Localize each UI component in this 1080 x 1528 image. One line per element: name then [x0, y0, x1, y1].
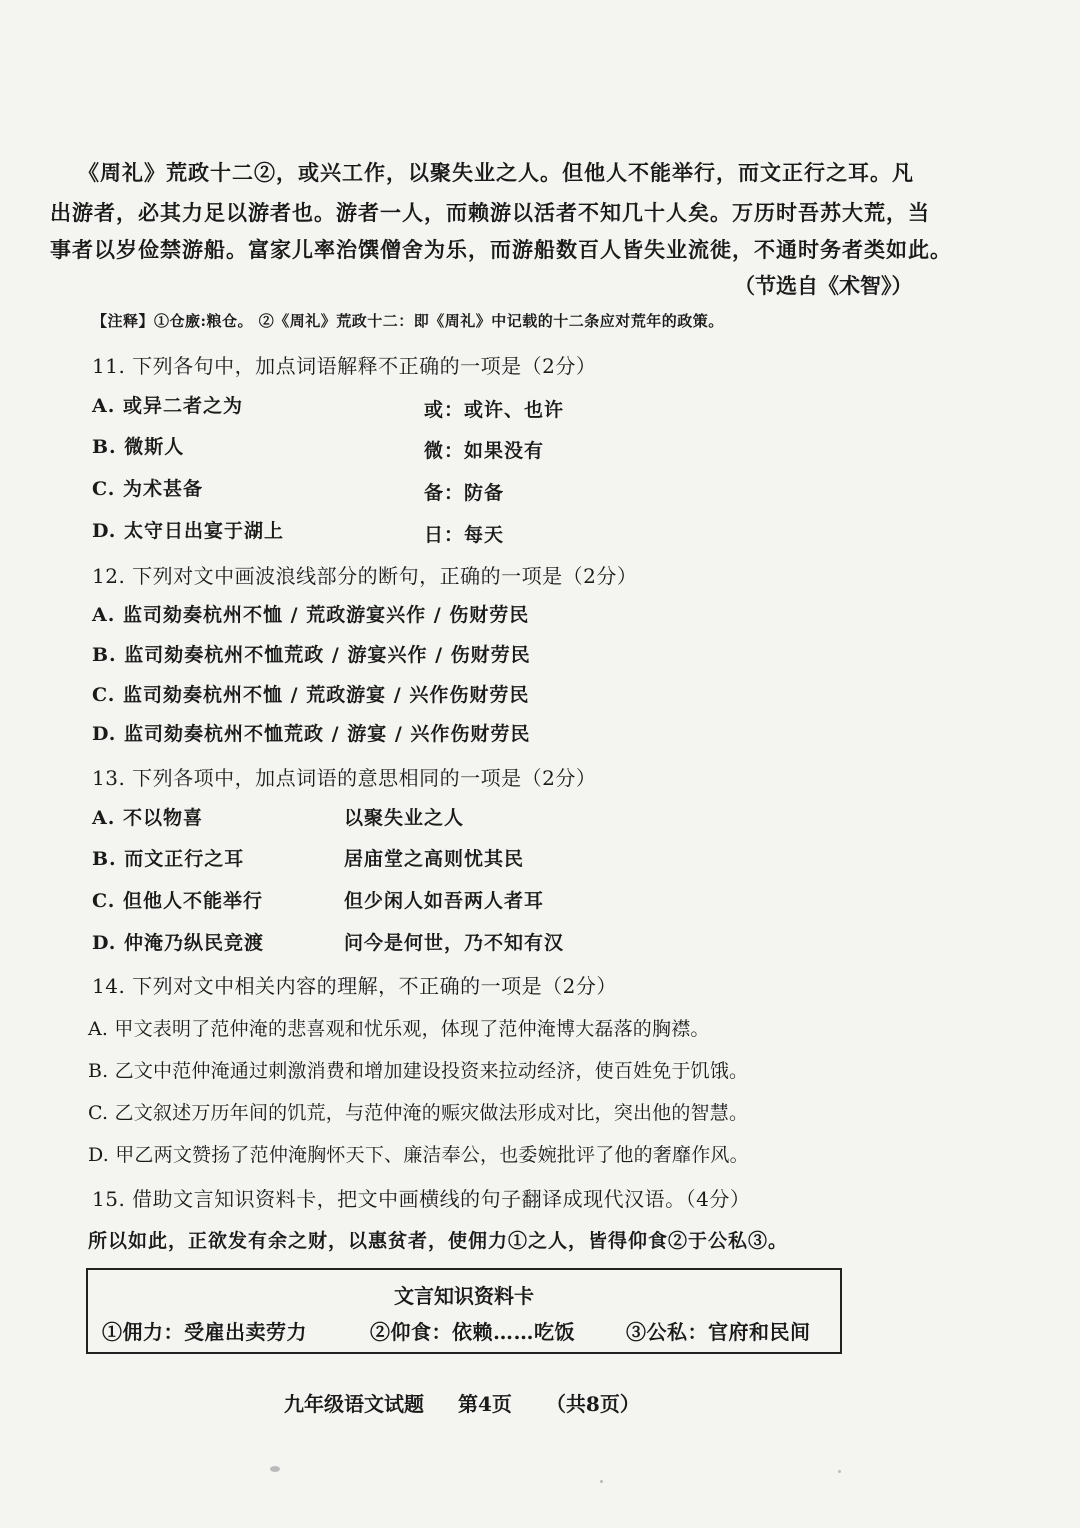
footer-total-pages: （共8页） — [545, 1392, 640, 1416]
q11-option-c-explanation: 备：防备 — [424, 482, 505, 504]
q12-option-c: C. 监司劾奏杭州不恤 / 荒政游宴 / 兴作伤财劳民 — [92, 684, 530, 706]
footer-subject: 九年级语文试题 — [284, 1392, 424, 1416]
scan-speck — [600, 1480, 603, 1483]
q14-option-d: D. 甲乙两文赞扬了范仲淹胸怀天下、廉洁奉公，也委婉批评了他的奢靡作风。 — [88, 1144, 749, 1166]
knowledge-card-item-2: ②仰食：依赖……吃饭 — [370, 1320, 575, 1344]
q11-option-d: D. 太守日出宴于湖上 — [92, 520, 285, 542]
passage-line-1: 《周礼》荒政十二②，或兴工作，以聚失业之人。但他人不能举行，而文正行之耳。凡 — [78, 160, 914, 185]
q13-option-c-right: 但少闲人如吾两人者耳 — [344, 890, 545, 912]
q13-option-c-left: C. 但他人不能举行 — [92, 890, 264, 912]
q12-option-b: B. 监司劾奏杭州不恤荒政 / 游宴兴作 / 伤财劳民 — [92, 644, 531, 666]
q15-sentence: 所以如此，正欲发有余之财，以惠贫者，使佣力①之人，皆得仰食②于公私③。 — [88, 1230, 789, 1252]
q13-option-a-left: A. 不以物喜 — [92, 807, 203, 829]
question-13-stem: 13. 下列各项中，加点词语的意思相同的一项是（2分） — [92, 766, 597, 790]
scan-speck — [838, 1470, 841, 1473]
q14-option-b: B. 乙文中范仲淹通过刺激消费和增加建设投资来拉动经济，使百姓免于饥饿。 — [88, 1060, 749, 1082]
q13-option-b-right: 居庙堂之高则忧其民 — [344, 848, 525, 870]
question-14-stem: 14. 下列对文中相关内容的理解，不正确的一项是（2分） — [92, 974, 617, 998]
q13-option-d-right: 问今是何世，乃不知有汉 — [344, 932, 565, 954]
footnote: 【注释】①仓廒:粮仓。 ②《周礼》荒政十二：即《周礼》中记载的十二条应对荒年的政策。 — [92, 312, 724, 330]
q12-option-d: D. 监司劾奏杭州不恤荒政 / 游宴 / 兴作伤财劳民 — [92, 723, 531, 745]
q11-option-b: B. 微斯人 — [92, 436, 185, 458]
knowledge-card-item-3: ③公私：官府和民间 — [626, 1320, 811, 1344]
knowledge-card-title: 文言知识资料卡 — [394, 1284, 534, 1308]
passage-source: （节选自《术智》） — [734, 273, 913, 298]
passage-line-3: 事者以岁俭禁游船。富家儿率治馔僧舍为乐，而游船数百人皆失业流徙，不通时务者类如此。 — [50, 237, 952, 262]
q14-option-c: C. 乙文叙述万历年间的饥荒，与范仲淹的赈灾做法形成对比，突出他的智慧。 — [88, 1102, 749, 1124]
q13-option-b-left: B. 而文正行之耳 — [92, 848, 245, 870]
question-11-stem: 11. 下列各句中，加点词语解释不正确的一项是（2分） — [92, 354, 597, 378]
q12-option-a: A. 监司劾奏杭州不恤 / 荒政游宴兴作 / 伤财劳民 — [92, 604, 530, 626]
question-12-stem: 12. 下列对文中画波浪线部分的断句，正确的一项是（2分） — [92, 564, 638, 588]
knowledge-card — [86, 1268, 842, 1354]
passage-line-2: 出游者，必其力足以游者也。游者一人，而赖游以活者不知几十人矣。万历时吾苏大荒，当 — [50, 200, 930, 225]
question-15-stem: 15. 借助文言知识资料卡，把文中画横线的句子翻译成现代汉语。（4分） — [92, 1187, 751, 1211]
page-footer — [284, 1388, 674, 1417]
q11-option-d-explanation: 日：每天 — [424, 524, 505, 546]
q11-option-b-explanation: 微：如果没有 — [424, 440, 545, 462]
knowledge-card-item-1: ①佣力：受雇出卖劳力 — [102, 1320, 307, 1344]
q14-option-a: A. 甲文表明了范仲淹的悲喜观和忧乐观，体现了范仲淹博大磊落的胸襟。 — [88, 1018, 710, 1040]
q13-option-a-right: 以聚失业之人 — [344, 807, 465, 829]
q11-option-a: A. 或异二者之为 — [92, 395, 243, 417]
q11-option-c: C. 为术甚备 — [92, 478, 204, 500]
footer-page-number: 第4页 — [458, 1392, 512, 1416]
q11-option-a-explanation: 或：或许、也许 — [424, 399, 565, 421]
scan-speck — [270, 1466, 280, 1472]
q13-option-d-left: D. 仲淹乃纵民竞渡 — [92, 932, 265, 954]
